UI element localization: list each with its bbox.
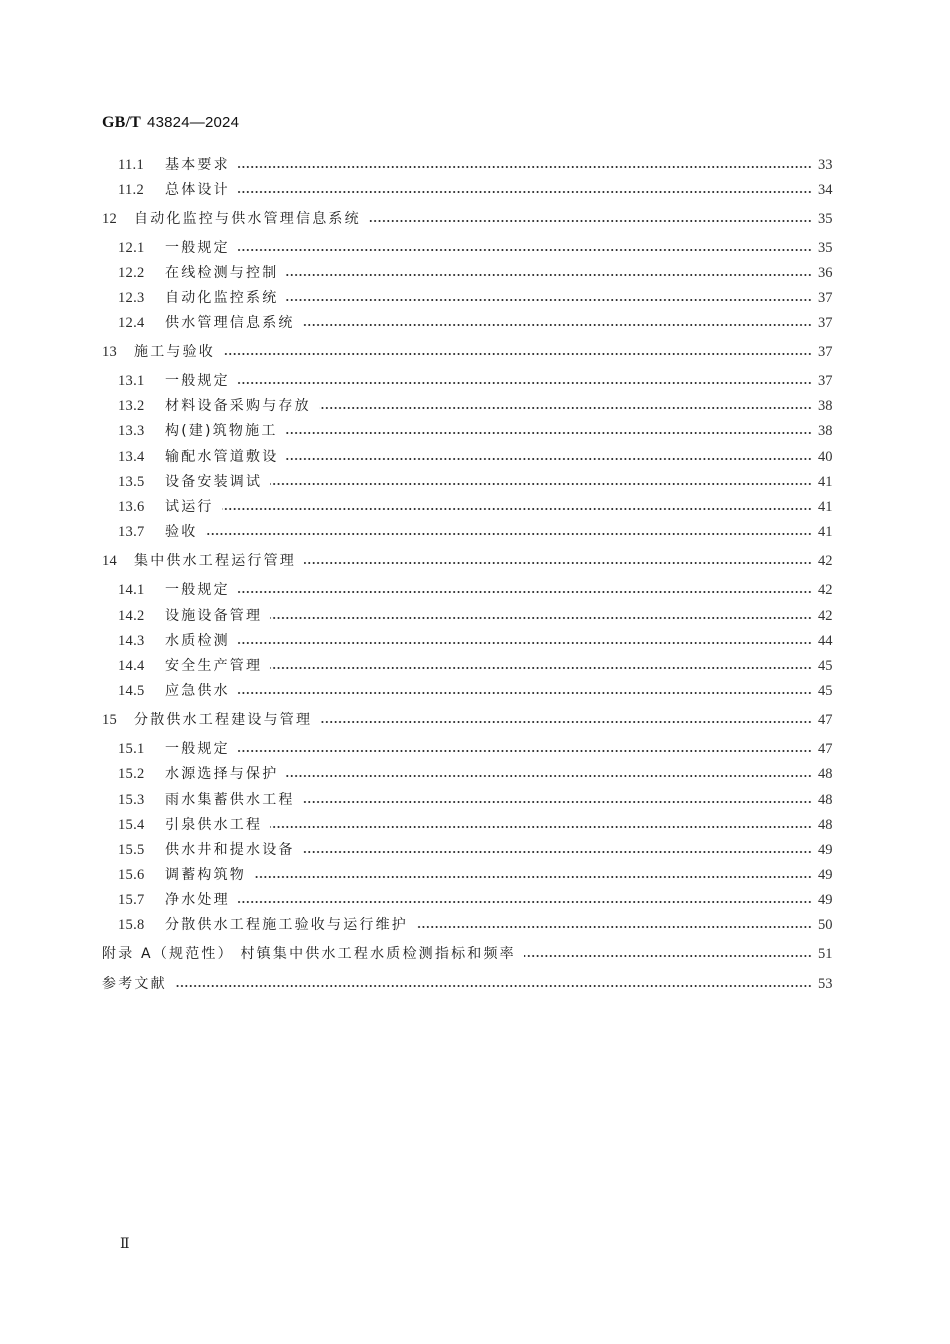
toc-section-entry[interactable] (0, 497, 950, 517)
toc-entry-title: 引泉供水工程 (165, 815, 268, 835)
toc-entry-page: 50 (818, 917, 833, 933)
toc-chapter-entry[interactable] (0, 209, 950, 229)
toc-section-entry[interactable] (0, 580, 950, 600)
toc-entry-title: 一般规定 (165, 739, 236, 759)
toc-entry-page: 42 (818, 608, 833, 624)
toc-entry-page: 37 (818, 344, 833, 360)
dot-leader (286, 458, 812, 460)
toc-entry-number: 14.2 (118, 608, 145, 624)
dot-leader (320, 721, 812, 723)
toc-entry-page: 48 (818, 792, 833, 808)
toc-entry-title: 验收 (165, 522, 203, 542)
toc-section-entry[interactable] (0, 865, 950, 885)
toc-chapter-entry[interactable] (0, 342, 950, 362)
toc-entry-title: 一般规定 (165, 371, 236, 391)
toc-entry-number: 13.1 (118, 373, 145, 389)
dot-leader (238, 901, 812, 903)
standard-code-header (102, 113, 239, 132)
toc-section-entry[interactable] (0, 155, 950, 175)
toc-entry-title: 参考文献 (102, 974, 173, 994)
dot-leader (238, 166, 812, 168)
dot-leader (205, 533, 812, 535)
toc-entry-number: 14.4 (118, 658, 145, 674)
toc-entry-page: 37 (818, 290, 833, 306)
toc-entry-number: 11.2 (118, 182, 145, 198)
toc-section-entry[interactable] (0, 890, 950, 910)
toc-section-entry[interactable] (0, 631, 950, 651)
dot-leader (238, 692, 812, 694)
toc-appendix-entry[interactable] (0, 944, 950, 964)
toc-entry-page: 37 (818, 373, 833, 389)
standard-number: 43824—2024 (147, 114, 240, 131)
toc-entry-number: 14 (102, 553, 118, 569)
toc-entry-page: 51 (818, 946, 833, 962)
toc-section-entry[interactable] (0, 371, 950, 391)
toc-section-entry[interactable] (0, 180, 950, 200)
toc-entry-page: 41 (818, 474, 833, 490)
toc-section-entry[interactable] (0, 681, 950, 701)
toc-entry-number: 13.3 (118, 423, 145, 439)
toc-entry-title: 在线检测与控制 (165, 263, 284, 283)
toc-entry-title: 雨水集蓄供水工程 (165, 790, 301, 810)
toc-section-entry[interactable] (0, 313, 950, 333)
toc-entry-page: 48 (818, 766, 833, 782)
toc-section-entry[interactable] (0, 421, 950, 441)
toc-entry-number: 15.2 (118, 766, 145, 782)
toc-entry-number: 15.3 (118, 792, 145, 808)
toc-entry-title: 净水处理 (165, 890, 236, 910)
toc-section-entry[interactable] (0, 238, 950, 258)
toc-section-entry[interactable] (0, 606, 950, 626)
toc-section-entry[interactable] (0, 288, 950, 308)
toc-entry-page: 38 (818, 398, 833, 414)
toc-section-entry[interactable] (0, 263, 950, 283)
toc-entry-number: 13 (102, 344, 118, 360)
dot-leader (223, 353, 812, 355)
toc-chapter-entry[interactable] (0, 551, 950, 571)
toc-entry-page: 40 (818, 449, 833, 465)
dot-leader (303, 801, 812, 803)
toc-entry-title: 应急供水 (165, 681, 236, 701)
toc-section-entry[interactable] (0, 764, 950, 784)
toc-entry-number: 15.1 (118, 741, 145, 757)
toc-entry-number: 12.1 (118, 240, 145, 256)
toc-entry-page: 41 (818, 524, 833, 540)
dot-leader (286, 432, 812, 434)
toc-entry-number: 14.1 (118, 582, 145, 598)
toc-entry-number: 13.7 (118, 524, 145, 540)
toc-entry-number: 15.5 (118, 842, 145, 858)
toc-entry-page: 53 (818, 976, 833, 992)
dot-leader (319, 407, 812, 409)
toc-section-entry[interactable] (0, 656, 950, 676)
toc-entry-number: 13.2 (118, 398, 145, 414)
toc-entry-title: 安全生产管理 (165, 656, 268, 676)
toc-entry-title: 自动化监控系统 (165, 288, 284, 308)
toc-entry-number: 12 (102, 211, 118, 227)
toc-section-entry[interactable] (0, 790, 950, 810)
dot-leader (238, 382, 812, 384)
dot-leader (286, 299, 812, 301)
dot-leader (238, 249, 812, 251)
dot-leader (304, 562, 812, 564)
toc-section-entry[interactable] (0, 915, 950, 935)
dot-leader (286, 775, 812, 777)
toc-appendix-entry[interactable] (0, 974, 950, 994)
toc-entry-page: 42 (818, 582, 833, 598)
toc-entry-title: 分散供水工程建设与管理 (134, 710, 318, 730)
toc-entry-number: 15 (102, 712, 118, 728)
toc-entry-title: 设备安装调试 (165, 472, 268, 492)
toc-entry-title: 调蓄构筑物 (165, 865, 252, 885)
toc-entry-number: 15.8 (118, 917, 145, 933)
toc-entry-page: 42 (818, 553, 833, 569)
toc-entry-page: 47 (818, 712, 833, 728)
toc-entry-page: 36 (818, 265, 833, 281)
dot-leader (254, 876, 812, 878)
dot-leader (270, 826, 812, 828)
dot-leader (524, 955, 812, 957)
toc-entry-page: 35 (818, 211, 833, 227)
toc-entry-title: 自动化监控与供水管理信息系统 (134, 209, 367, 229)
dot-leader (270, 617, 812, 619)
dot-leader (238, 642, 812, 644)
toc-section-entry[interactable] (0, 522, 950, 542)
toc-entry-title: 基本要求 (165, 155, 236, 175)
toc-entry-title: 输配水管道敷设 (165, 447, 284, 467)
toc-section-entry[interactable] (0, 472, 950, 492)
dot-leader (303, 851, 812, 853)
page-number: Ⅱ (120, 1237, 130, 1252)
dot-leader (303, 324, 812, 326)
toc-entry-number: 14.5 (118, 683, 145, 699)
dot-leader (238, 191, 812, 193)
dot-leader (175, 985, 812, 987)
toc-entry-title: 总体设计 (165, 180, 236, 200)
toc-entry-number: 12.2 (118, 265, 145, 281)
toc-entry-page: 35 (818, 240, 833, 256)
toc-entry-page: 38 (818, 423, 833, 439)
toc-entry-number: 15.4 (118, 817, 145, 833)
dot-leader (286, 274, 812, 276)
toc-entry-title: 一般规定 (165, 580, 236, 600)
toc-section-entry[interactable] (0, 396, 950, 416)
toc-entry-title: 水源选择与保护 (165, 764, 284, 784)
toc-entry-number: 12.3 (118, 290, 145, 306)
toc-entry-page: 41 (818, 499, 833, 515)
toc-entry-title: 供水井和提水设备 (165, 840, 301, 860)
toc-entry-number: 13.6 (118, 499, 145, 515)
toc-entry-page: 49 (818, 867, 833, 883)
toc-entry-number: 15.6 (118, 867, 145, 883)
toc-entry-page: 45 (818, 658, 833, 674)
toc-entry-page: 37 (818, 315, 833, 331)
toc-section-entry[interactable] (0, 815, 950, 835)
standard-prefix: GB/T (102, 114, 142, 131)
toc-entry-page: 33 (818, 157, 833, 173)
toc-entry-title: 供水管理信息系统 (165, 313, 301, 333)
toc-chapter-entry[interactable] (0, 710, 950, 730)
toc-entry-title: 集中供水工程运行管理 (134, 551, 302, 571)
toc-entry-number: 13.4 (118, 449, 145, 465)
toc-entry-number: 14.3 (118, 633, 145, 649)
dot-leader (238, 750, 812, 752)
dot-leader (416, 926, 812, 928)
toc-entry-title: 附录 A（规范性） 村镇集中供水工程水质检测指标和频率 (102, 944, 522, 964)
toc-entry-page: 47 (818, 741, 833, 757)
toc-entry-title: 试运行 (165, 497, 220, 517)
toc-entry-page: 34 (818, 182, 833, 198)
toc-entry-title: 一般规定 (165, 238, 236, 258)
toc-entry-title: 设施设备管理 (165, 606, 268, 626)
dot-leader (222, 508, 812, 510)
toc-entry-number: 11.1 (118, 157, 145, 173)
toc-entry-number: 15.7 (118, 892, 145, 908)
toc-entry-page: 44 (818, 633, 833, 649)
toc-section-entry[interactable] (0, 840, 950, 860)
toc-entry-title: 材料设备采购与存放 (165, 396, 317, 416)
dot-leader (238, 591, 812, 593)
toc-section-entry[interactable] (0, 447, 950, 467)
dot-leader (369, 220, 812, 222)
toc-entry-page: 45 (818, 683, 833, 699)
toc-entry-number: 13.5 (118, 474, 145, 490)
dot-leader (270, 483, 812, 485)
toc-entry-page: 49 (818, 892, 833, 908)
toc-entry-number: 12.4 (118, 315, 145, 331)
toc-entry-page: 48 (818, 817, 833, 833)
toc-entry-title: 施工与验收 (134, 342, 221, 362)
toc-entry-title: 水质检测 (165, 631, 236, 651)
toc-section-entry[interactable] (0, 739, 950, 759)
dot-leader (270, 667, 812, 669)
toc-entry-title: 分散供水工程施工验收与运行维护 (165, 915, 414, 935)
toc-entry-page: 49 (818, 842, 833, 858)
toc-entry-title: 构(建)筑物施工 (165, 421, 284, 441)
